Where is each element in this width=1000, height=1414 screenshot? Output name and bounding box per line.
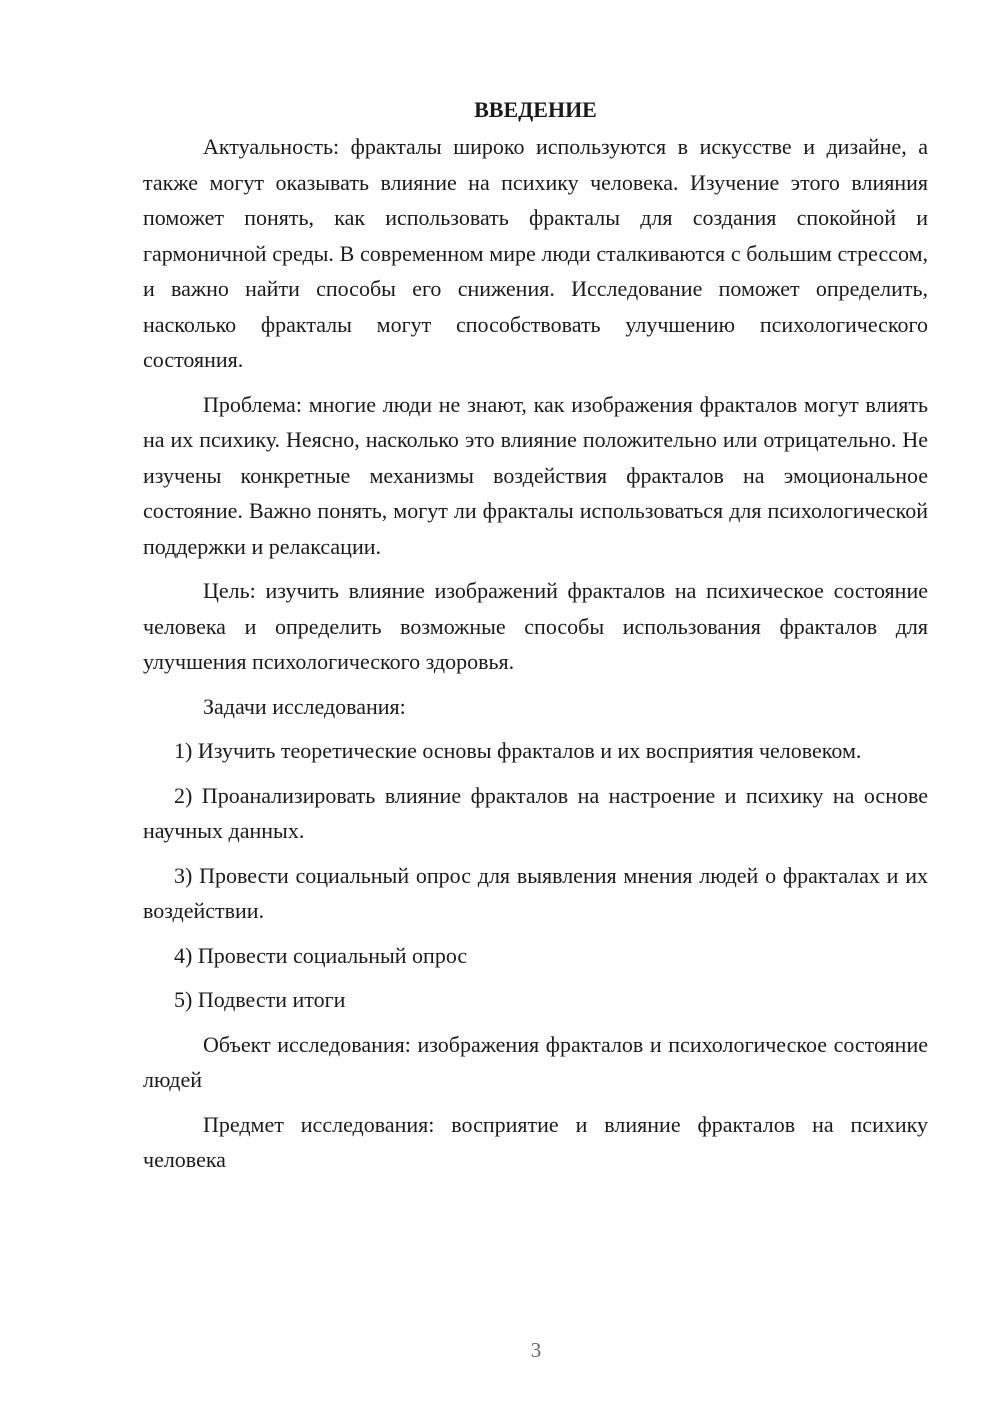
research-object-paragraph: Объект исследования: изображения фракталов и психологическое состояние людей bbox=[143, 1031, 928, 1092]
problem-paragraph: Проблема: многие люди не знают, как изображения фракталов могут влиять на их психику. Неясно, насколько это влияние положительно или отрицательно. Не изучены конкретные механизмы воздействия фракталов на эмоциональное состояние. Важно понять, могут ли фракталы использоваться для психологической поддержки и релаксации. bbox=[143, 391, 928, 559]
page-content bbox=[143, 91, 928, 1178]
task-item: 2) Проанализировать влияние фракталов на настроение и психику на основе научных данных. bbox=[143, 782, 928, 843]
page-number: 3 bbox=[530, 1338, 542, 1362]
task-item: 4) Провести социальный опрос bbox=[174, 942, 468, 968]
section-title: ВВЕДЕНИЕ bbox=[474, 97, 597, 122]
goal-paragraph: Цель: изучить влияние изображений фракталов на психическое состояние человека и определить возможные способы использования фракталов для улучшения психологического здоровья. bbox=[143, 578, 928, 674]
relevance-paragraph: Актуальность: фракталы широко используются в искусстве и дизайне, а также могут оказывать влияние на психику человека. Изучение этого влияния поможет понять, как использовать фракталы для создания спокойной и гармоничной среды. В современном мире люди сталкиваются с большим стрессом, и важно найти способы его снижения. Исследование поможет определить, насколько фракталы могут способствовать улучшению психологического состояния. bbox=[143, 134, 928, 372]
research-subject-paragraph: Предмет исследования: восприятие и влияние фракталов на психику человека bbox=[143, 1111, 928, 1172]
task-item: 3) Провести социальный опрос для выявления мнения людей о фракталах и их воздействии. bbox=[143, 862, 928, 923]
task-item: 1) Изучить теоретические основы фракталов и их восприятия человеком. bbox=[174, 738, 862, 763]
task-item: 5) Подвести итоги bbox=[174, 987, 346, 1012]
tasks-heading: Задачи исследования: bbox=[203, 693, 406, 719]
